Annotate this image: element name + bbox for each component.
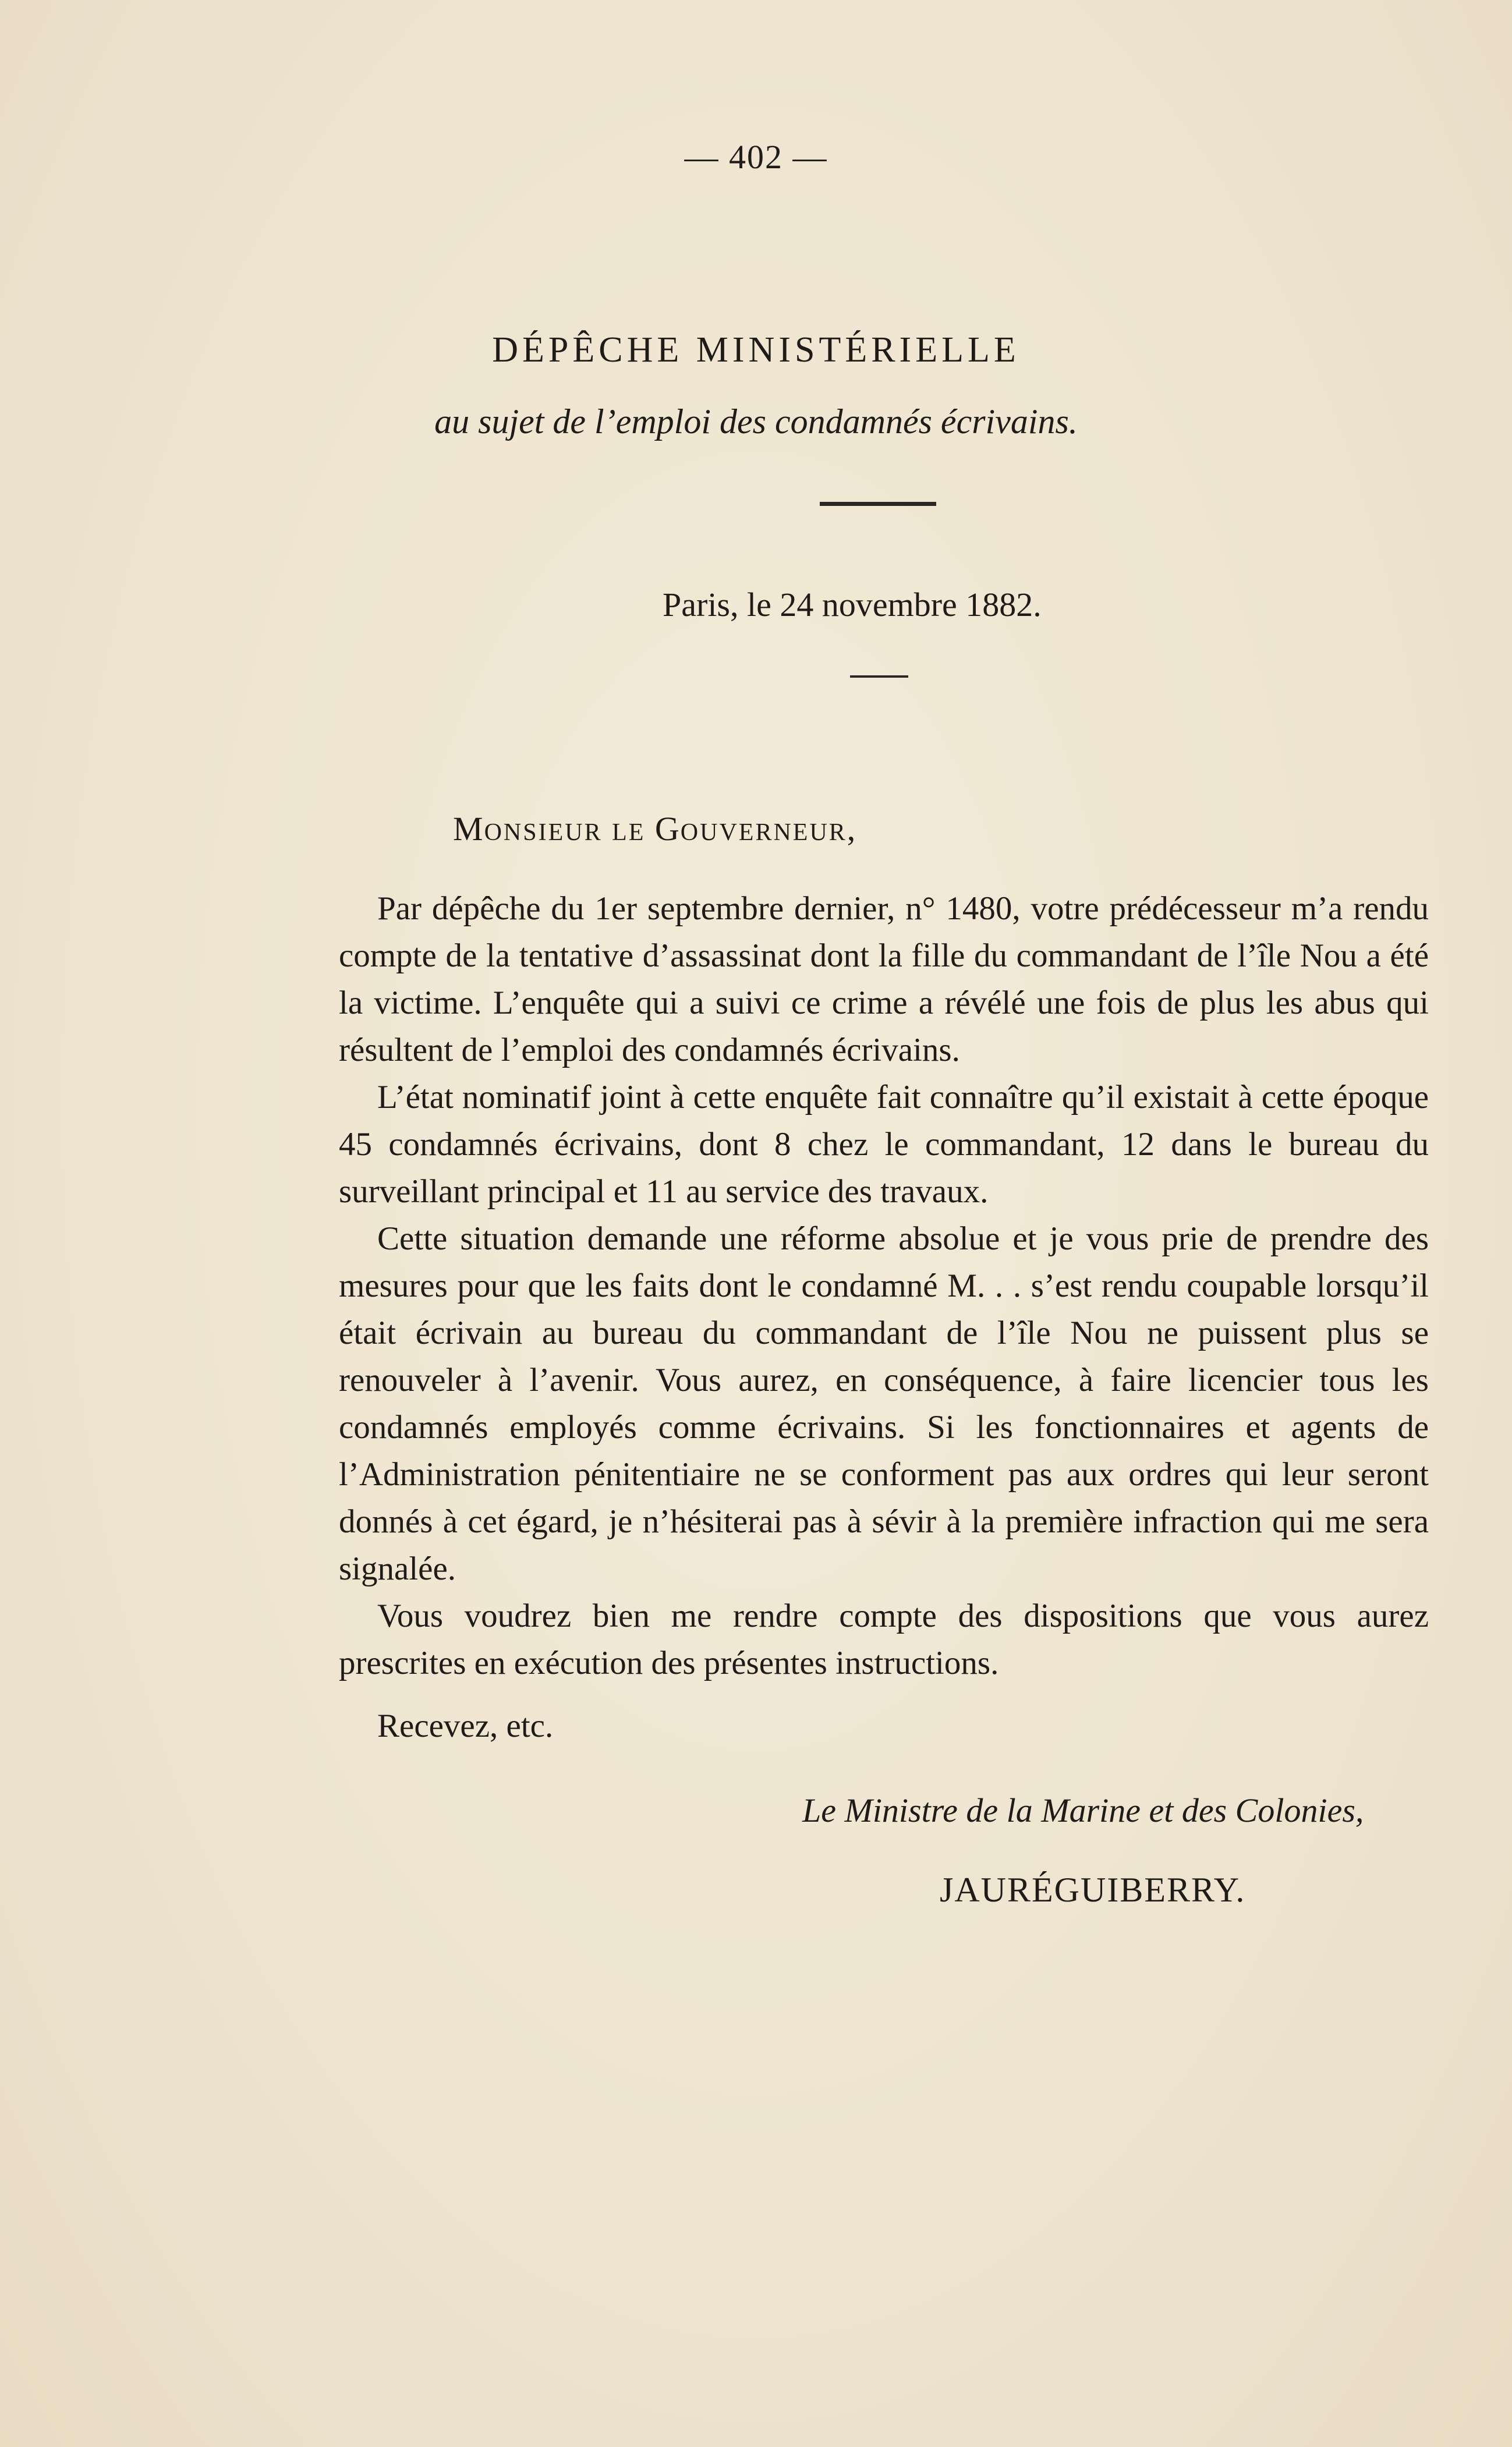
closing-line: Recevez, etc.	[377, 1708, 554, 1744]
body-paragraph: Cette situation demande une réforme absolue et je vous prie de prendre des mesures pour que les faits dont le condamné M. . . s’est rendu coupable lorsqu’il était écrivain au bureau du commandant de l’île Nou ne puissent plus se renouveler à l’avenir. Vous aurez, en conséquence, à faire licencier tous les condamnés employés comme écrivains. Si les fonctionnaires et agents de l’Administration pénitentiaire ne se conforment pas aux ordres qui leur seront donnés à cet égard, je n’hésiterai pas à sévir à la première infraction qui me sera signalée.	[339, 1220, 1429, 1587]
salutation-rest-1: ONSIEUR	[484, 819, 603, 846]
signature-title: Le Ministre de la Marine et des Colonies,	[802, 1791, 1364, 1829]
signature-name: JAURÉGUIBERRY.	[940, 1871, 1246, 1909]
body-paragraph: Vous voudrez bien me rendre compte des dispositions que vous aurez prescrites en exécution des présentes instructions.	[339, 1598, 1429, 1681]
body-paragraph: L’état nominatif joint à cette enquête fait connaître qu’il existait à cette époque 45 condamnés écrivains, dont 8 chez le commandant, 12 dans le bureau du surveillant principal et 11 au service des travaux.	[339, 1079, 1429, 1210]
document-title: DÉPÊCHE MINISTÉRIELLE	[492, 330, 1020, 370]
salutation-initial-1: M	[453, 810, 484, 848]
letter-body	[339, 885, 1429, 1687]
body-paragraph: Par dépêche du 1er septembre dernier, n° 1480, votre prédécesseur m’a rendu compte de la tentative d’assassinat dont la fille du commandant de l’île Nou a été la victime. L’enquête qui a suivi ce crime a révélé une fois de plus les abus qui résultent de l’emploi des condamnés écrivains.	[339, 890, 1429, 1068]
dateline: Paris, le 24 novembre 1882.	[663, 586, 1042, 624]
salutation-rest-3: OUVERNEUR	[680, 819, 847, 846]
date-divider	[850, 675, 908, 678]
title-divider	[820, 502, 936, 506]
document-subtitle: au sujet de l’emploi des condamnés écrivains.	[434, 402, 1078, 441]
salutation-punct: ,	[847, 810, 857, 848]
salutation-initial-3: G	[654, 810, 681, 848]
page-number: — 402 —	[684, 138, 828, 176]
salutation	[453, 809, 856, 848]
salutation-word-2: LE	[612, 819, 646, 846]
